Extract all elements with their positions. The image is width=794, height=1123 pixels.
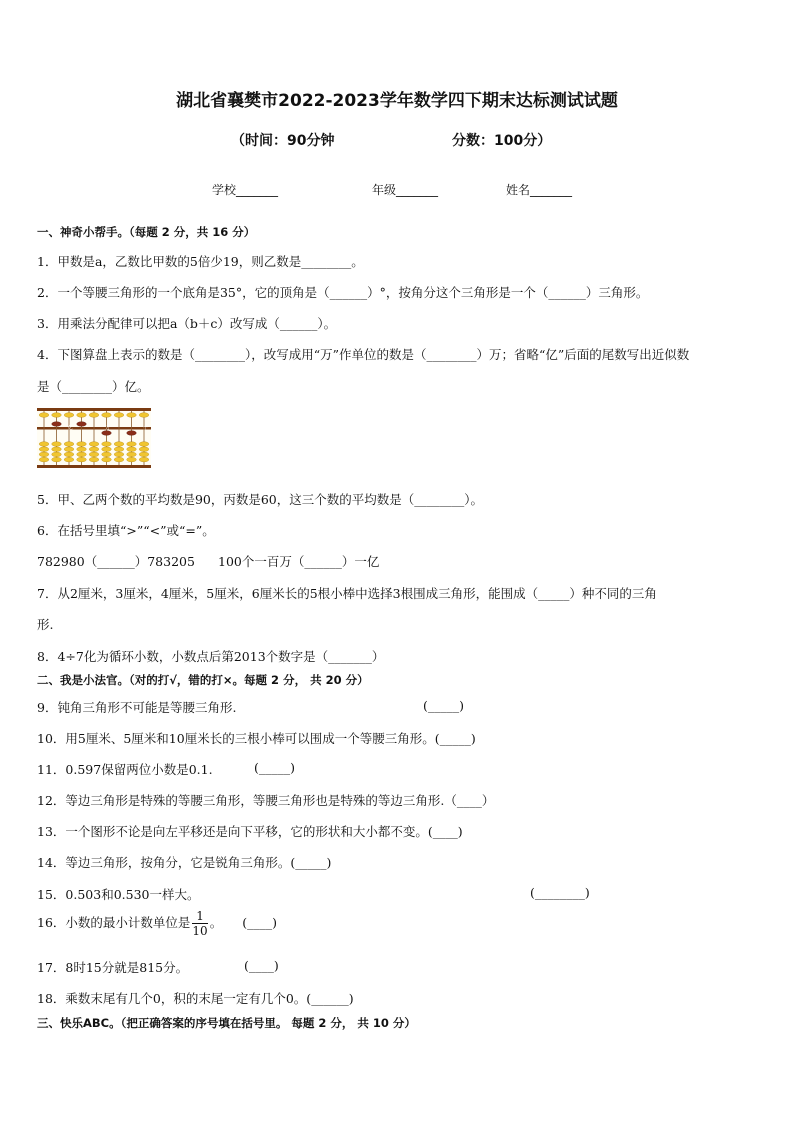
abacus-bead [64, 447, 74, 452]
abacus-bead [39, 452, 49, 457]
abacus-bead [52, 442, 62, 447]
abacus-bead [64, 452, 74, 457]
abacus-bead [139, 442, 149, 447]
abacus-bead [77, 442, 87, 447]
abacus-bead [114, 452, 124, 457]
abacus-bead [127, 457, 137, 462]
abacus-bead [39, 447, 49, 452]
abacus-bead [127, 452, 137, 457]
grade-field: 年级_______ [372, 183, 439, 197]
abacus-bead [89, 457, 99, 462]
abacus-bead [114, 447, 124, 452]
fraction-numerator: 1 [192, 910, 207, 924]
abacus-bead [64, 442, 74, 447]
abacus-bead [127, 447, 137, 452]
abacus-bead [102, 457, 112, 462]
question-16 [37, 910, 277, 937]
abacus-bead [139, 447, 149, 452]
question-6-item-a: 782980（______）783205 [37, 554, 195, 569]
abacus-bead [102, 442, 112, 447]
question-5: 5．甲、乙两个数的平均数是90，丙数是60，这三个数的平均数是（________）。 [37, 492, 484, 507]
abacus-bead-active [77, 422, 87, 427]
abacus-bead-active [102, 431, 112, 436]
exam-time: （时间：90分钟 [231, 133, 335, 149]
abacus-top-bar [37, 408, 151, 411]
abacus-bead [39, 457, 49, 462]
question-12: 12．等边三角形是特殊的等腰三角形，等腰三角形也是特殊的等边三角形.（____） [37, 793, 495, 808]
question-10: 10．用5厘米、5厘米和10厘米长的三根小棒可以围成一个等腰三角形。(_____) [37, 731, 476, 746]
abacus-bead [64, 457, 74, 462]
question-7-line-1: 7．从2厘米，3厘米，4厘米，5厘米，6厘米长的5根小棒中选择3根围成三角形，能围成（_____）种不同的三角 [37, 586, 657, 601]
section-3-heading: 三、快乐ABC。（把正确答案的序号填在括号里。 每题 2 分， 共 10 分） [37, 1016, 416, 1030]
name-field: 姓名_______ [506, 183, 573, 197]
abacus-figure [37, 408, 151, 468]
abacus-bead [127, 413, 137, 418]
abacus-bead [139, 413, 149, 418]
question-9-blank: (_____) [423, 698, 465, 713]
abacus-bead [89, 413, 99, 418]
abacus-bead [77, 413, 87, 418]
abacus-bead [89, 447, 99, 452]
question-1: 1．甲数是a，乙数比甲数的5倍少19，则乙数是________。 [37, 254, 364, 269]
question-2: 2．一个等腰三角形的一个底角是35°，它的顶角是（______）°，按角分这个三角形是一个（______）三角形。 [37, 285, 649, 300]
abacus-bottom-bar [37, 465, 151, 468]
school-field: 学校_______ [212, 183, 279, 197]
abacus-bead [139, 457, 149, 462]
abacus-bead [77, 457, 87, 462]
question-6: 6．在括号里填“>”“<”或“=”。 [37, 523, 215, 538]
fraction-one-tenth [192, 910, 207, 937]
abacus-bead-active [127, 431, 137, 436]
abacus-bead [127, 442, 137, 447]
abacus-bead [102, 447, 112, 452]
abacus-rod-label: 亿 [68, 426, 73, 431]
abacus-bead [114, 413, 124, 418]
question-7-line-2: 形. [37, 617, 54, 632]
page-title: 湖北省襄樊市2022-2023学年数学四下期末达标测试试题 [176, 91, 618, 111]
abacus-bead [102, 413, 112, 418]
question-16-blank: (____) [242, 915, 277, 930]
question-17-blank: (____) [244, 958, 279, 973]
abacus-rod-label: 个 [143, 426, 148, 431]
abacus-bead [52, 413, 62, 418]
question-4-line-2: 是（________）亿。 [37, 379, 150, 394]
question-4-line-1: 4．下图算盘上表示的数是（________），改写成用“万”作单位的数是（________）万；省略“亿”后面的尾数写出近似数 [37, 347, 690, 362]
question-8: 8．4÷7化为循环小数，小数点后第2013个数字是（_______） [37, 649, 385, 664]
question-3: 3．用乘法分配律可以把a（b＋c）改写成（______）。 [37, 316, 337, 331]
abacus-bead [39, 413, 49, 418]
question-6-item-b: 100个一百万（______）一亿 [218, 554, 380, 569]
question-18: 18．乘数末尾有几个0，积的末尾一定有几个0。(______) [37, 991, 354, 1006]
abacus-bead [39, 442, 49, 447]
section-1-heading: 一、神奇小帮手。（每题 2 分，共 16 分） [37, 225, 256, 239]
question-16-text: 16．小数的最小计数单位是 [37, 915, 191, 930]
question-13: 13．一个图形不论是向左平移还是向下平移，它的形状和大小都不变。(____) [37, 824, 463, 839]
question-17: 17．8时15分就是815分。 [37, 960, 189, 975]
question-11-blank: (_____) [254, 760, 296, 775]
question-9: 9．钝角三角形不可能是等腰三角形. [37, 700, 237, 715]
exam-score: 分数：100分） [452, 133, 552, 149]
question-16-end: 。 [209, 915, 223, 930]
abacus-bead [52, 457, 62, 462]
question-11: 11．0.597保留两位小数是0.1. [37, 762, 213, 777]
abacus-bead [102, 452, 112, 457]
abacus-bead [77, 447, 87, 452]
abacus-bead [64, 413, 74, 418]
fraction-denominator: 10 [192, 924, 208, 938]
abacus-bead [114, 442, 124, 447]
abacus-bead [139, 452, 149, 457]
question-14: 14．等边三角形，按角分，它是锐角三角形。(_____) [37, 855, 332, 870]
abacus-bead-active [52, 422, 62, 427]
question-15-blank: (________) [530, 885, 590, 900]
abacus-bead [52, 452, 62, 457]
abacus-rod-label: 万 [105, 426, 110, 431]
abacus-bead [89, 442, 99, 447]
section-2-heading: 二、我是小法官。（对的打√，错的打×。每题 2 分， 共 20 分） [37, 673, 369, 687]
question-15: 15．0.503和0.530一样大。 [37, 887, 200, 902]
abacus-bead [77, 452, 87, 457]
abacus-bead [89, 452, 99, 457]
abacus-bead [52, 447, 62, 452]
abacus-bead [114, 457, 124, 462]
